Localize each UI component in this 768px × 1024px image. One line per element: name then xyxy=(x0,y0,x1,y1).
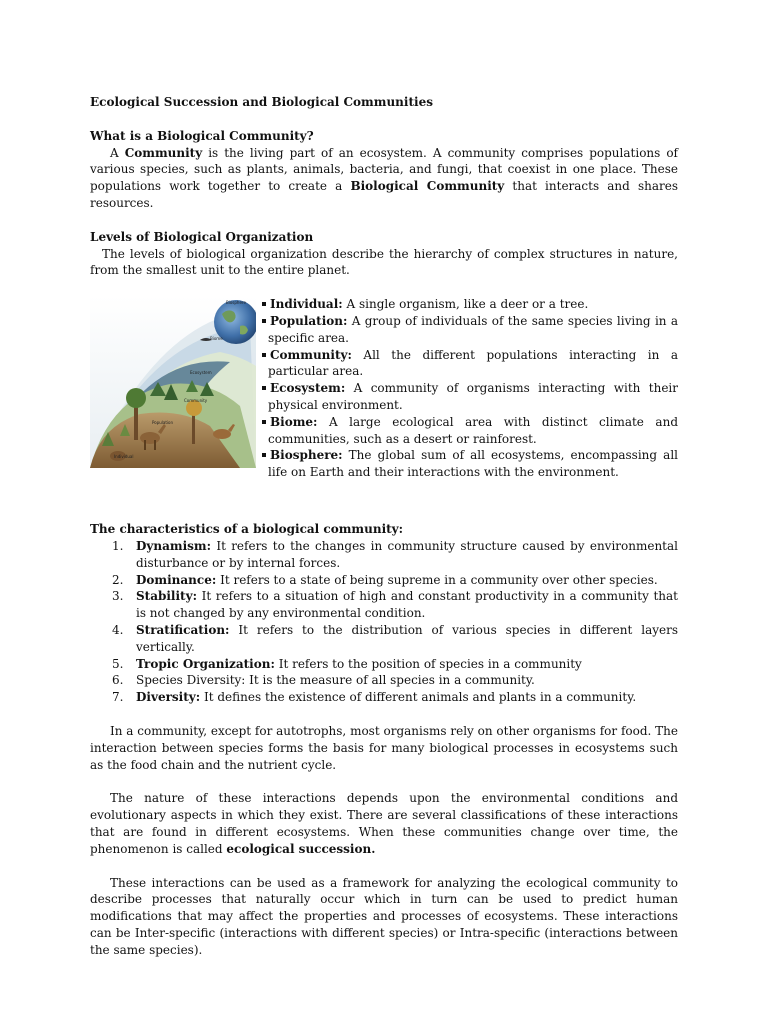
levels-bullet-list xyxy=(262,296,678,481)
bold-term: ecological succession. xyxy=(226,841,376,856)
levels-block xyxy=(90,296,678,480)
figure-label-ecosystem: Ecosystem xyxy=(190,370,212,376)
list-item: 2. Dominance: It refers to a state of being supreme in a community over other species. xyxy=(112,572,658,587)
list-item: 4. Stratification: It refers to the distribution of various species in different layers vertically. xyxy=(112,622,678,654)
list-item: 5. Tropic Organization: It refers to the position of species in a community xyxy=(112,656,582,671)
figure-label-biome: Biome xyxy=(210,336,223,342)
square-bullet-icon xyxy=(262,353,266,357)
section-levels xyxy=(90,229,678,480)
list-item: Biome: A large ecological area with distinct climate and communities, such as a desert or rainforest. xyxy=(262,414,678,448)
list-item: Community: All the different populations interacting in a particular area. xyxy=(262,347,678,381)
square-bullet-icon xyxy=(262,319,266,323)
bold-term: Biological Community xyxy=(350,179,505,194)
list-item: Biosphere: The global sum of all ecosystems, encompassing all life on Earth and their interactions with the environment. xyxy=(262,447,678,481)
section-characteristics xyxy=(90,521,678,706)
figure-label-community: Community xyxy=(184,398,208,404)
document-content xyxy=(90,94,678,959)
square-bullet-icon xyxy=(262,386,266,390)
succession-paragraph: The nature of these interactions depends upon the environmental conditions and evolutionary aspects in which they exist. There are several classifications of these interactions that are found in different ecosystems. When these communities change over time, the phenomenon is called ecological succession. xyxy=(90,791,678,856)
list-item: Ecosystem: A community of organisms interacting with their physical environment. xyxy=(262,380,678,414)
square-bullet-icon xyxy=(262,420,266,424)
interactions-paragraph: These interactions can be used as a framework for analyzing the ecological community to describe processes that naturally occur which in turn can be used to predict human modifications that may affect the properties and processes of ecosystems. These interactions can be Inter-specific (interactions with different species) or Intra-specific (interactions between the same species). xyxy=(90,875,678,957)
section-what-is-community xyxy=(90,128,678,212)
figure-label-individual: Individual xyxy=(114,454,134,460)
levels-of-organization-figure xyxy=(90,296,256,468)
section-heading: Levels of Biological Organization xyxy=(90,229,314,244)
autotrophs-paragraph: In a community, except for autotrophs, most organisms rely on other organisms for food. The interaction between species forms the basis for many biological processes in ecosystems such as the food chain and the nutrient cycle. xyxy=(90,723,678,772)
list-item: 7. Diversity: It defines the existence of different animals and plants in a community. xyxy=(112,690,637,705)
square-bullet-icon xyxy=(262,302,266,306)
characteristics-numbered-list xyxy=(90,538,678,706)
square-bullet-icon xyxy=(262,453,266,457)
list-item: 6. Species Diversity: It is the measure of all species in a community. xyxy=(112,673,535,688)
figure-label-population: Population xyxy=(152,420,174,426)
section-heading: What is a Biological Community? xyxy=(90,128,314,143)
figure-label-biosphere: Biosphere xyxy=(226,300,246,306)
list-item: Individual: A single organism, like a deer or a tree. xyxy=(262,296,678,313)
list-item: 3. Stability: It refers to a situation of high and constant productivity in a community that is not changed by any environmental condition. xyxy=(112,589,678,621)
document-title: Ecological Succession and Biological Communities xyxy=(90,95,433,109)
community-definition-paragraph: A Community is the living part of an ecosystem. A community comprises populations of various species, such as plants, animals, bacteria, and fungi, that coexist in one place. These populations work together to create a Biological Community that interacts and shares resources. xyxy=(90,145,679,210)
list-item: Population: A group of individuals of the same species living in a specific area. xyxy=(262,313,678,347)
levels-intro-paragraph: The levels of biological organization describe the hierarchy of complex structures in nature, from the smallest unit to the entire planet. xyxy=(90,246,678,278)
section-heading: The characteristics of a biological community: xyxy=(90,522,404,537)
list-item: 1. Dynamism: It refers to the changes in community structure caused by environmental disturbance or by internal forces. xyxy=(112,538,678,570)
bold-term: Community xyxy=(124,145,203,160)
